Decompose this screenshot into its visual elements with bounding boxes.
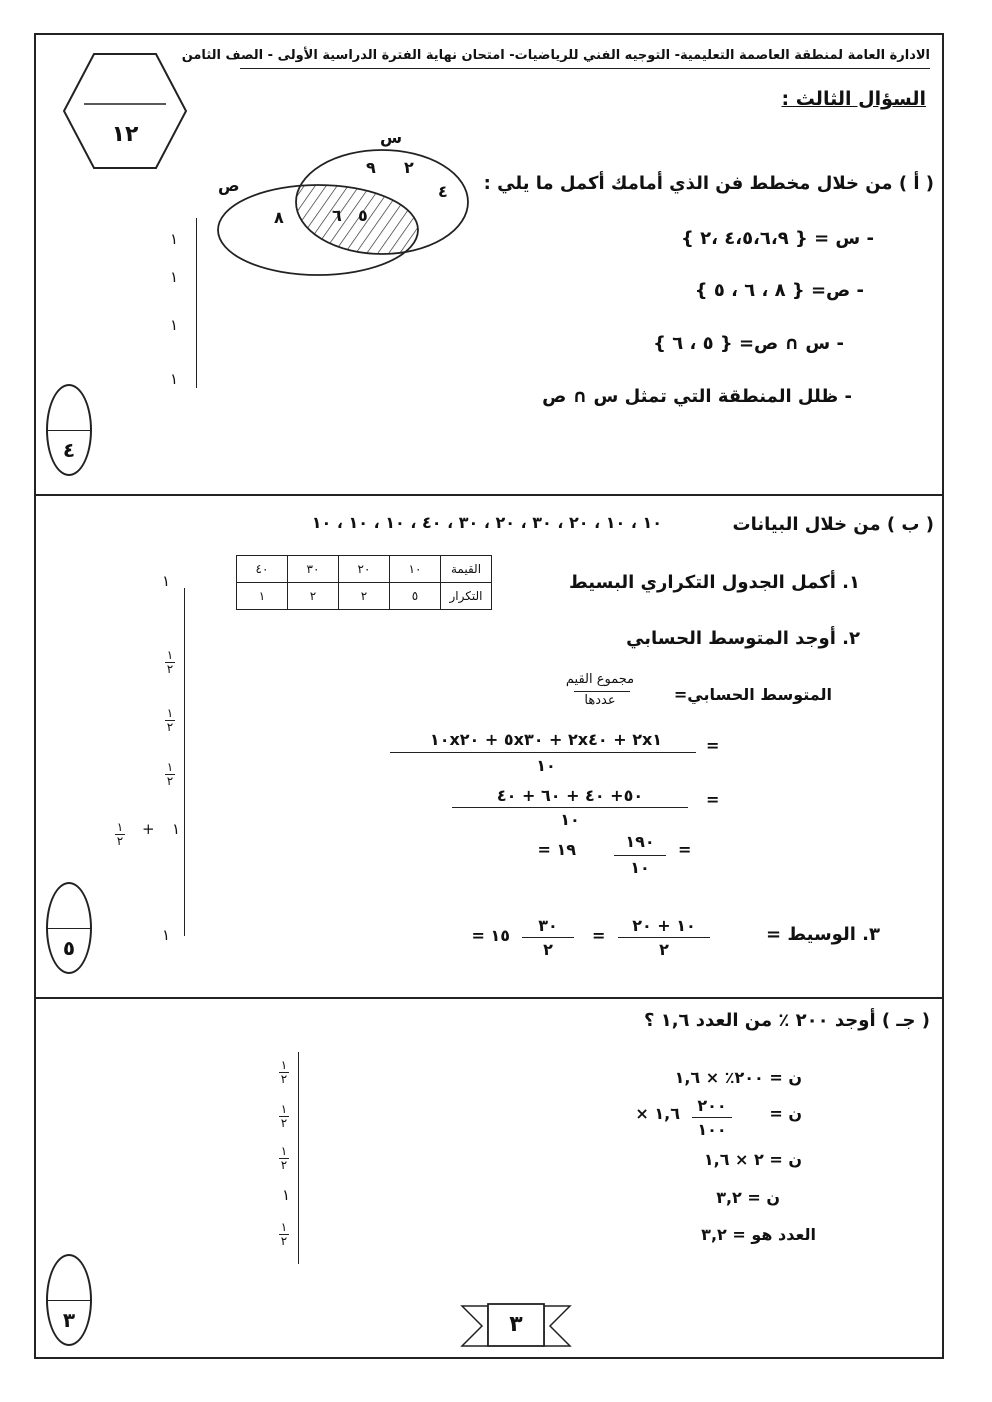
step2-numerator: ٥٠+ ٤٠ + ٦٠ + ٤٠	[496, 786, 644, 805]
calc-line-2-numerator: ٢٠٠	[697, 1096, 727, 1115]
table-cell: ٢	[288, 583, 339, 610]
calc-line-2-denominator: ١٠٠	[697, 1120, 727, 1139]
equals-sign: =	[706, 736, 720, 755]
part-c-prompt: ( جـ ) أوجد ٢٠٠ ٪ من العدد ١,٦ ؟	[644, 1010, 930, 1031]
answer-intersection: - س ∩ ص= { ٥ ، ٦ }	[653, 333, 844, 354]
exam-header: الادارة العامة لمنطقة العاصمة التعليمية- التوجيه الفني للرياضيات- امتحان نهاية الفترة الدراسية الأولى - الصف الثامن	[181, 48, 930, 63]
step2-denominator: ١٠	[560, 810, 580, 829]
fraction-bar	[692, 1117, 732, 1118]
half-mark: ١ ٢	[166, 648, 174, 676]
table-cell: ٢٠	[339, 556, 390, 583]
table-cell: ٢	[339, 583, 390, 610]
table-cell: ٣٠	[288, 556, 339, 583]
page-number: ٣	[509, 1312, 523, 1337]
median-denominator-2: ٢	[543, 940, 553, 959]
mark-value: ١	[170, 268, 179, 286]
total-score-hexagon	[62, 52, 188, 170]
data-values: ١٠ ، ١٠ ، ٢٠ ، ٣٠ ، ٢٠ ، ٣٠ ، ٤٠ ، ١٠ ، ١٠ ، ١٠	[311, 513, 662, 532]
part-c-score: ٣	[62, 1308, 76, 1332]
mean-definition-lhs: المتوسط الحسابي=	[673, 685, 832, 704]
answer-set-s: - س = { ٤،٥،٦،٩ ،٢ }	[681, 228, 874, 249]
calc-line-2-rhs: × ١,٦	[635, 1104, 680, 1123]
half-mark: ١ ٢	[280, 1220, 288, 1248]
fraction-bar	[618, 937, 710, 938]
fraction-bar	[614, 855, 666, 856]
fraction-bar	[574, 691, 630, 692]
part-a-prompt: ( أ ) من خلال مخطط فن الذي أمامك أكمل ما يلي :	[483, 173, 934, 194]
fraction-bar	[390, 752, 696, 753]
half-mark: ١ ٢	[166, 706, 174, 734]
mark-value: ١	[170, 230, 179, 248]
venn-diagram	[200, 130, 480, 280]
marks-divider-c	[298, 1052, 299, 1264]
median-denominator: ٢	[659, 940, 669, 959]
mark-value: ١	[170, 370, 179, 388]
median-result: = ١٥	[471, 926, 510, 945]
half-mark: ١ ٢	[280, 1058, 288, 1086]
mean-def-numerator: مجموع القيم	[565, 672, 635, 687]
section-divider-a-b	[36, 494, 942, 496]
table-cell: ١٠	[390, 556, 441, 583]
step3-numerator: ١٩٠	[625, 832, 655, 851]
table-header-value: القيمة	[441, 556, 492, 583]
marks-divider-b	[184, 588, 185, 936]
calc-line-4: ن = ٣,٢	[716, 1188, 780, 1207]
item1-table-instruction: ١. أكمل الجدول التكراري البسيط	[569, 572, 860, 593]
calc-line-5: العدد هو = ٣,٢	[701, 1225, 816, 1244]
section-divider-b-c	[36, 997, 942, 999]
table-cell: ٤٠	[237, 556, 288, 583]
venn-element: ٤	[438, 182, 448, 201]
answer-set-c: - ص= { ٨ ، ٦ ، ٥ }	[694, 280, 864, 301]
frequency-table	[236, 555, 492, 610]
venn-element: ٥	[358, 206, 368, 225]
venn-element: ٨	[274, 208, 284, 227]
table-cell: ٥	[390, 583, 441, 610]
fraction-bar	[452, 807, 688, 808]
marks-divider-a	[196, 218, 197, 388]
venn-element: ٢	[404, 158, 414, 177]
equals-sign: =	[706, 790, 720, 809]
plus-sign: +	[142, 820, 155, 838]
equals-sign: =	[592, 926, 606, 945]
half-mark: ١ ٢	[166, 760, 174, 788]
half-mark: ١ ٢	[280, 1102, 288, 1130]
venn-label-c: ص	[218, 176, 240, 195]
fraction-bar	[522, 937, 574, 938]
median-numerator-2: ٣٠	[538, 916, 558, 935]
venn-element: ٩	[366, 158, 376, 177]
total-score: ١٢	[111, 122, 139, 147]
calc-line-3: ن = ٢ × ١,٦	[703, 1150, 802, 1169]
mark-value: ١	[170, 316, 179, 334]
score-oval-b	[46, 882, 92, 974]
item3-median: ٣. الوسيط =	[766, 924, 880, 945]
half-mark: ١ ٢	[116, 820, 124, 848]
part-b-score: ٥	[62, 936, 76, 960]
calc-line-1: ن = ٢٠٠٪ × ١,٦	[674, 1068, 802, 1087]
item2-mean-instruction: ٢. أوجد المتوسط الحسابي	[626, 628, 860, 649]
mark-value: ١	[282, 1186, 291, 1204]
mark-value: ١	[172, 820, 181, 838]
header-rule	[240, 68, 930, 69]
part-b-prompt: ( ب ) من خلال البيانات	[732, 514, 934, 535]
step3-denominator: ١٠	[630, 858, 650, 877]
score-oval-a	[46, 384, 92, 476]
equals-sign: =	[678, 840, 692, 859]
median-numerator: ١٠ + ٢٠	[632, 916, 696, 935]
part-a-score: ٤	[62, 438, 76, 462]
table-cell: ١	[237, 583, 288, 610]
mark-value: ١	[162, 572, 171, 590]
mark-value: ١	[162, 926, 171, 944]
calc-line-2-lhs: ن =	[769, 1104, 802, 1123]
step1-numerator: ١٠x٥ + ٢٠x٢ + ٣٠x٢ + ٤٠x١	[429, 730, 663, 749]
question-title: السؤال الثالث :	[781, 88, 926, 110]
shade-instruction: - ظلل المنطقة التي تمثل س ∩ ص	[542, 386, 852, 407]
table-header-frequency: التكرار	[441, 583, 492, 610]
mean-def-denominator: عددها	[584, 693, 616, 708]
step1-denominator: ١٠	[536, 756, 556, 775]
venn-element: ٦	[332, 206, 342, 225]
score-oval-c	[46, 1254, 92, 1346]
half-mark: ١ ٢	[280, 1144, 288, 1172]
venn-label-s: س	[380, 128, 403, 147]
mean-result: = ١٩	[537, 840, 576, 859]
